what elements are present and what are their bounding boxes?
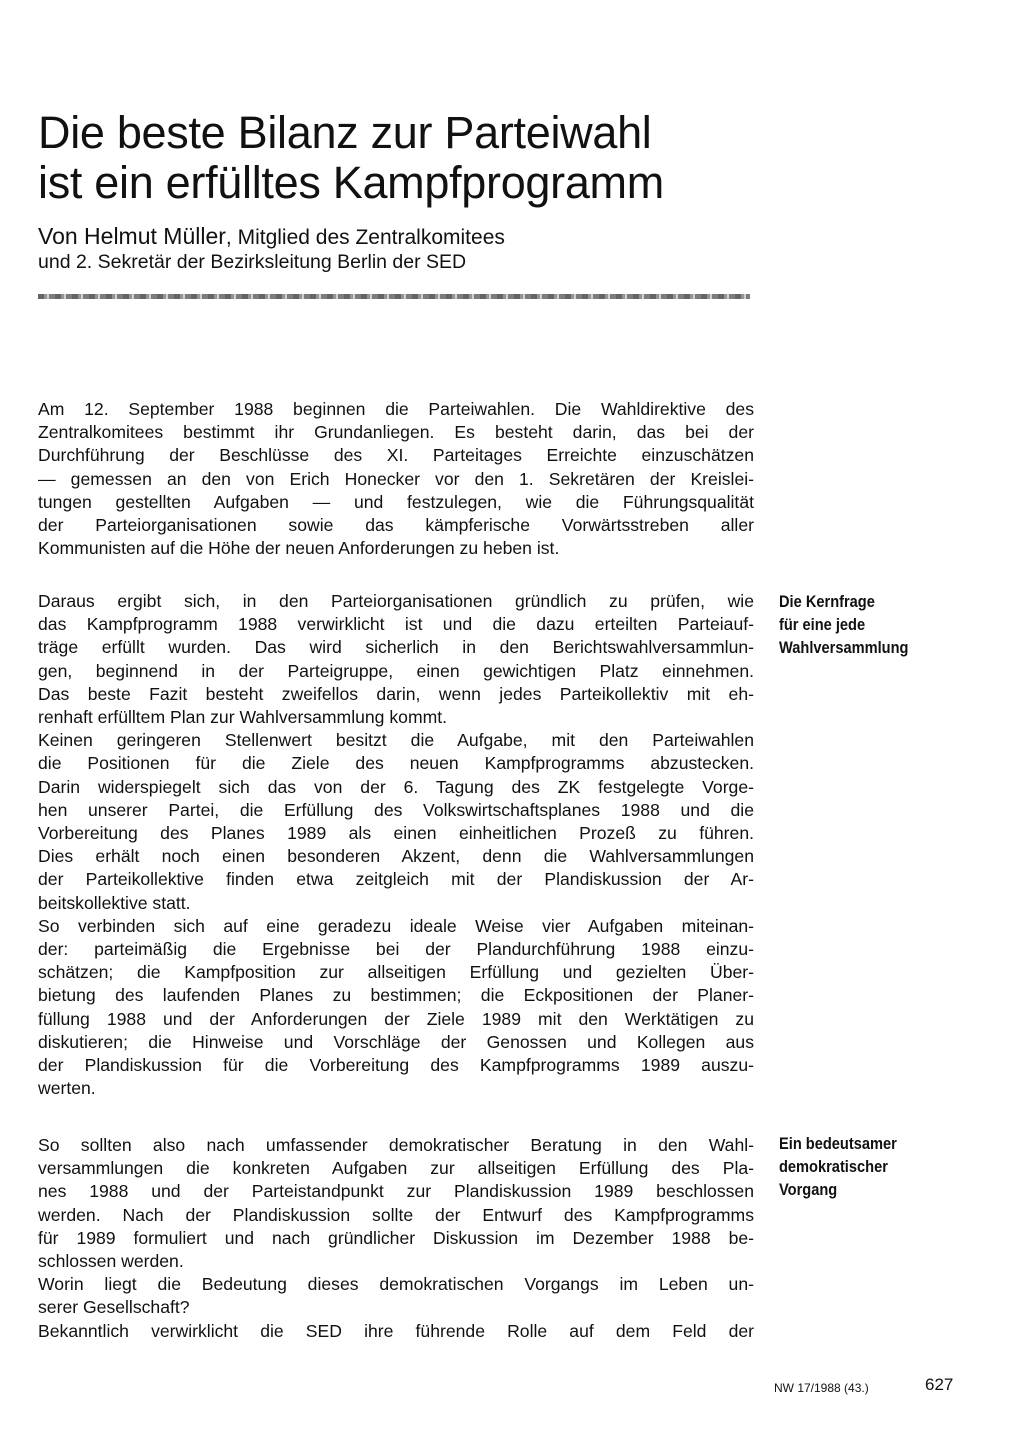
sidenote-line: Die Kernfrage [779,592,875,611]
paragraph-line: füllung 1988 und der Anforderungen der Ziele 1989 mit den Werktätigen zu [38,1008,754,1029]
sidenote-kernfrage [779,590,951,659]
sidenote-line: demokratischer [779,1157,888,1176]
paragraph-line: die Positionen für die Ziele des neuen Kampfprogramms abzustecken. [38,753,754,774]
sidenote-line: Vorgang [779,1180,838,1199]
paragraph-line: Zentralkomitees bestimmt ihr Grundanliegen. Es besteht darin, das bei der [38,422,754,443]
title-line-1: Die beste Bilanz zur Parteiwahl [38,107,652,159]
paragraph-line: Das beste Fazit besteht zweifellos darin, wenn jedes Parteikollektiv mit eh- [38,683,754,704]
paragraph-line: träge erfüllt wurden. Das wird sicherlich in den Berichtswahlversammlun- [38,637,754,658]
paragraph-line: Vorbereitung des Planes 1989 als einen einheitlichen Prozeß zu führen. [38,823,754,844]
sidenote-line: für eine jede [779,615,866,634]
paragraph-line: schlossen werden. [38,1251,184,1272]
paragraph-line: Daraus ergibt sich, in den Parteiorganisationen gründlich zu prüfen, wie [38,591,754,611]
author-name: Helmut Müller [84,223,226,249]
paragraph-line: diskutieren; die Hinweise und Vorschläge der Genossen und Kollegen aus [38,1031,754,1052]
issue-reference: NW 17/1988 (43.) [774,1381,869,1395]
paragraph-line: der Parteiorganisationen sowie das kämpferische Vorwärtsstreben aller [38,515,754,536]
sidenote-vorgang [779,1132,951,1201]
paragraph-line: bietung des laufenden Planes zu bestimmen; die Eckpositionen der Planer- [38,985,754,1006]
byline-prefix: Von [38,223,85,249]
paragraph-line: hen unserer Partei, die Erfüllung des Volkswirtschaftsplanes 1988 und die [38,799,754,820]
paragraph-1 [38,398,754,560]
paragraph-line: renhaft erfülltem Plan zur Wahlversammlung kommt. [38,707,448,728]
paragraph-line: der Parteikollektive finden etwa zeitgleich mit der Plandiskussion der Ar- [38,869,754,890]
sidenote-line: Wahlversammlung [779,638,909,657]
paragraph-line: Durchführung der Beschlüsse des XI. Parteitages Erreichte einzuschätzen [38,445,754,466]
byline-line-1 [38,224,798,250]
paragraph-line: nes 1988 und der Parteistandpunkt zur Plandiskussion 1989 beschlossen [38,1181,754,1202]
paragraph-line: gen, beginnend in der Parteigruppe, einen gewichtigen Platz einnehmen. [38,660,754,681]
paragraph-3-text [38,729,754,915]
paragraph-line: der Plandiskussion für die Vorbereitung des Kampfprogramms 1989 auszu- [38,1055,754,1076]
paragraph-line: der: parteimäßig die Ergebnisse bei der Plandurchführung 1988 einzu- [38,939,754,960]
paragraph-line: Dies erhält noch einen besonderen Akzent, denn die Wahlversammlungen [38,846,754,867]
paragraph-7-text [38,1320,754,1343]
paragraph-line: tungen gestellten Aufgaben — und festzulegen, wie die Führungsqualität [38,491,754,512]
paragraph-2-text [38,590,754,729]
paragraph-line: serer Gesellschaft? [38,1297,190,1318]
paragraph-line: So verbinden sich auf eine geradezu ideale Weise vier Aufgaben miteinan- [38,915,754,936]
divider-rule [38,294,750,299]
paragraph-4-text [38,915,754,1101]
article-title [38,108,898,208]
paragraph-line: Bekanntlich verwirklicht die SED ihre führende Rolle auf dem Feld der [38,1320,754,1341]
paragraph-5-text [38,1134,754,1273]
paragraph-line: werten. [38,1078,96,1099]
title-line-2: ist ein erfülltes Kampfprogramm [38,157,664,209]
paragraph-line: Darin widerspiegelt sich das von der 6. Tagung des ZK festgelegte Vorge- [38,776,754,797]
paragraph-line: versammlungen die konkreten Aufgaben zur allseitigen Erfüllung des Pla- [38,1158,754,1179]
byline [38,224,798,274]
page-number: 627 [925,1375,954,1394]
paragraph-line: das Kampfprogramm 1988 verwirklicht ist und die dazu erteilten Parteiauf- [38,614,754,635]
author-role-1: , Mitglied des Zentralkomitees [225,226,505,249]
paragraph-2 [38,590,754,1100]
paragraph-line: So sollten also nach umfassender demokratischer Beratung in den Wahl- [38,1135,754,1155]
paragraph-line: werden. Nach der Plandiskussion sollte der Entwurf des Kampfprogramms [38,1204,754,1225]
sidenote-line: Ein bedeutsamer [779,1134,897,1153]
paragraph-line: Am 12. September 1988 beginnen die Parteiwahlen. Die Wahldirektive des [38,399,754,419]
paragraph-line: Keinen geringeren Stellenwert besitzt die Aufgabe, mit den Parteiwahlen [38,730,754,751]
paragraph-line: beitskollektive statt. [38,892,191,913]
paragraph-line: Kommunisten auf die Höhe der neuen Anforderungen zu heben ist. [38,538,560,559]
paragraph-line: für 1989 formuliert und nach gründlicher Diskussion im Dezember 1988 be- [38,1227,754,1248]
author-role-2: und 2. Sekretär der Bezirksleitung Berlin der SED [38,251,467,273]
paragraph-1-text [38,398,754,560]
paragraph-6-text [38,1273,754,1319]
paragraph-5 [38,1134,754,1343]
paragraph-line: — gemessen an den von Erich Honecker vor den 1. Sekretären der Kreislei- [38,468,754,489]
paragraph-line: Worin liegt die Bedeutung dieses demokratischen Vorgangs im Leben un- [38,1274,754,1295]
paragraph-line: schätzen; die Kampfposition zur allseitigen Erfüllung und gezielten Über- [38,962,754,983]
